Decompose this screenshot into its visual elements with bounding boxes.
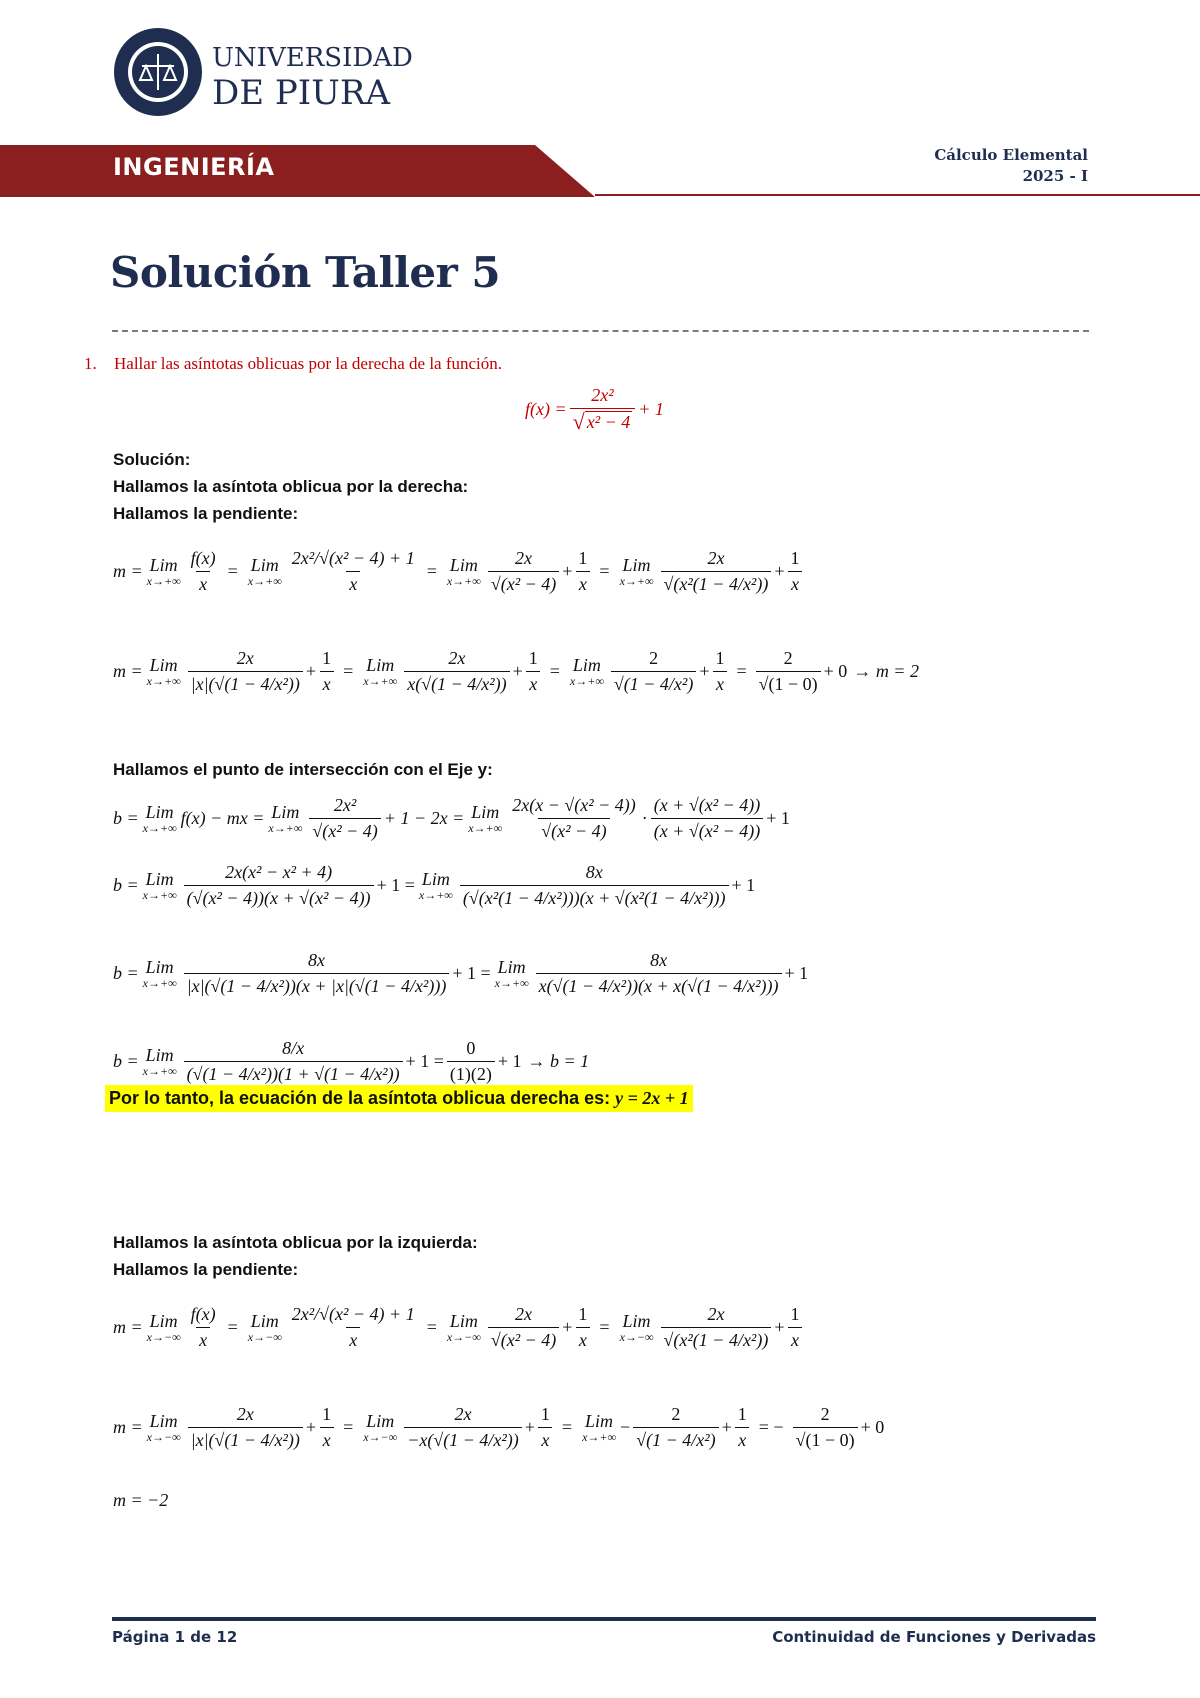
slope-equation-right-2: m = Lim x→+∞ $\frac{2x}{\text{|x|(√(1 − 4/x²))}}$ + $\frac{1}{x}$ = Lim x→+∞ $\frac{2x}{\text{x(√(1 − 4/x²))}}$ + $\frac{1}{x}$ = Lim x→+∞ $\frac{2}{\text{√(1 − 4/x²)}}$ + $\frac{1}{x}$ = $\frac{2}{√(1 - 0)}$ + 0 → m = 2 bbox=[113, 648, 919, 694]
university-line2: DE PIURA bbox=[212, 73, 391, 113]
slope-label: Hallamos la pendiente: bbox=[113, 504, 299, 523]
slope-equation-left-2: m = Lim x→−∞ $\frac{2x}{\text{|x|(√(1 − 4/x²))}}$ + $\frac{1}{x}$ = Lim x→−∞ $\frac{2x}{\text{−x(√(1 − 4/x²))}}$ + $\frac{1}{x}$ = Lim x→+∞ − $\frac{2}{\text{√(1 − 4/x²)}}$ + $\frac{1}{x}$ = − $\frac{2}{√(1 - 0)}$ + 0 bbox=[113, 1404, 885, 1450]
intercept-label: Hallamos el punto de intersección con el Eje y: bbox=[113, 760, 493, 779]
intercept-equation-2: b = Lim x→+∞ $\frac{\text{2x(x² − x² + 4)}}{\text{(√(x² − 4))(x + √(x² − 4))}}$ + 1 = Lim x→+∞ $\frac{8x}{\text{(√(x²(1 − 4/x²)))(x + √(x²(1 − 4/x²)))}}$ + 1 bbox=[113, 862, 756, 908]
slope-left-result: m = −2 bbox=[113, 1490, 169, 1510]
conclusion-equation: y = 2x + 1 bbox=[615, 1088, 689, 1108]
page-number: Página 1 de 12 bbox=[112, 1628, 238, 1646]
footer-topic: Continuidad de Funciones y Derivadas bbox=[772, 1628, 1096, 1646]
problem-statement bbox=[84, 354, 502, 374]
course-term: 2025 - I bbox=[1022, 167, 1088, 185]
faculty-label: INGENIERÍA bbox=[113, 153, 275, 181]
problem-text: Hallar las asíntotas oblicuas por la derecha de la función. bbox=[114, 354, 503, 373]
function-numerator: 2x² bbox=[591, 385, 614, 405]
right-asymptote-conclusion bbox=[105, 1085, 693, 1112]
left-asymptote-label: Hallamos la asíntota oblicua por la izquierda: bbox=[113, 1233, 478, 1252]
intercept-equation-4: b = Lim x→+∞ $\frac{8/x}{\text{(√(1 − 4/x²))(1 + √(1 − 4/x²))}}$ + 1 = $\frac{0}{(1)(2)}$ + 1 → b = 1 bbox=[113, 1038, 590, 1084]
problem-number: 1. bbox=[84, 354, 97, 373]
function-denominator: x² − 4 bbox=[586, 412, 631, 432]
slope-left-label: Hallamos la pendiente: bbox=[113, 1260, 299, 1279]
function-definition bbox=[525, 385, 664, 434]
course-name: Cálculo Elemental bbox=[934, 146, 1088, 164]
slope-equation-left-1: m = Lim x→−∞ $\frac{f(x)}{x}$ = Lim x→−∞ $\frac{\text{2x²/√(x² − 4) + 1}}{x}$ = Lim x→−∞ $\frac{2x}{\text{√(x² − 4)}}$ + $\frac{1}{x}$ = Lim x→−∞ $\frac{2x}{\text{√(x²(1 − 4/x²))}}$ + $\frac{1}{x}$ bbox=[113, 1304, 805, 1351]
footer-rule bbox=[112, 1617, 1096, 1621]
right-asymptote-label: Hallamos la asíntota oblicua por la derecha: bbox=[113, 477, 469, 496]
university-logo bbox=[110, 22, 413, 132]
intercept-equation-1: b = Lim x→+∞ f(x) − mx = Lim x→+∞ $\frac{\text{2x²}}{\text{√(x² − 4)}}$ + 1 − 2x = Lim x→+∞ $\frac{\text{2x(x − √(x² − 4))}}{\text{√(x² − 4)}}$ · $\frac{\text{(x + √(x² − 4))}}{\text{(x + √(x² − 4))}}$ + 1 bbox=[113, 795, 790, 841]
function-lhs: f(x) = bbox=[525, 399, 567, 419]
solution-label: Solución: bbox=[113, 450, 191, 469]
function-tail: + 1 bbox=[638, 399, 664, 419]
conclusion-text: Por lo tanto, la ecuación de la asíntota oblicua derecha es: bbox=[109, 1088, 611, 1108]
slope-equation-right-1: m = Lim x→+∞ $\frac{f(x)}{x}$ = Lim x→+∞ $\frac{\text{2x²/√(x² − 4) + 1}}{x}$ = Lim x→+∞ $\frac{2x}{\text{√(x² − 4)}}$ + $\frac{1}{x}$ = Lim x→+∞ $\frac{2x}{\text{√(x²(1 − 4/x²))}}$ + $\frac{1}{x}$ bbox=[113, 548, 805, 595]
page-title: Solución Taller 5 bbox=[110, 248, 501, 297]
university-line1: UNIVERSIDAD bbox=[212, 43, 413, 73]
course-info bbox=[934, 145, 1088, 187]
title-divider bbox=[112, 330, 1089, 332]
intercept-equation-3: b = Lim x→+∞ $\frac{8x}{\text{|x|(√(1 − 4/x²))(x + |x|(√(1 − 4/x²)))}}$ + 1 = Lim x→+∞ $\frac{8x}{\text{x(√(1 − 4/x²))(x + x(√(1 − 4/x²)))}}$ + 1 bbox=[113, 950, 809, 996]
function-fraction: 2x² √ x² − 4 bbox=[570, 385, 636, 434]
